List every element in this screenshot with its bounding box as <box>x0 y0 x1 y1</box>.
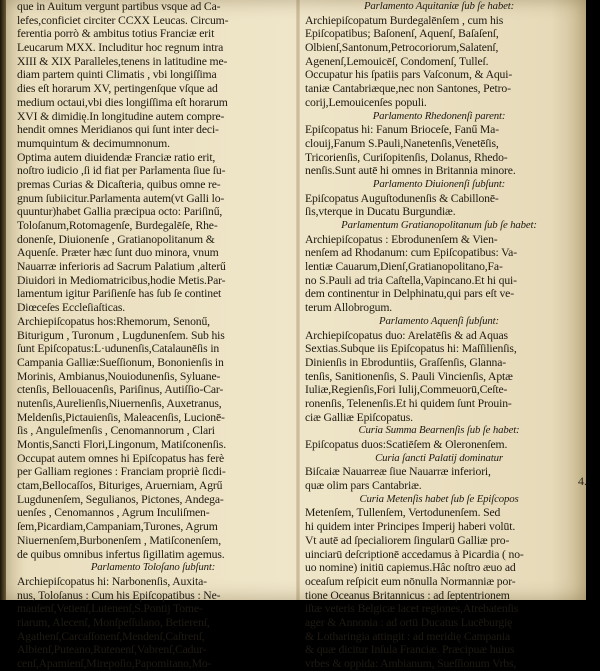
text-line: & quæ dicitur Inſula Franciæ. Præcipuæ huius <box>305 643 515 657</box>
text-line: nenſis.Sunt autē hi omnes in Britannia minore. <box>305 164 516 178</box>
section-heading: Curia Metenſis habet ſub ſe Epiſcopos <box>359 492 519 505</box>
text-line: ctenſis, Bellouacenſis, Pariſinus, Autiſſio-Car- <box>17 383 224 397</box>
text-line: medium octaui,vbi dies longiſſima eſt horarum <box>17 95 228 109</box>
section-heading: Parlamento Diuionenſi ſubſunt: <box>372 177 506 190</box>
text-line: terum Allobrogum. <box>305 301 393 315</box>
text-line: nutenſis,Aurelienſis,Niuernenſis, Auxetranus, <box>17 396 222 410</box>
text-line: Agathenſ,Carcaſſonenſ,Mendenſ,Caſtrenſ, <box>17 629 205 643</box>
text-line: Biturigum , Turonum , Lugdunenſem. Sub his <box>17 328 225 342</box>
section-heading: Curia ſancti Palatij dominatur <box>375 451 503 464</box>
text-line: Aquenſe. Præter hæc ſunt duo minora, vnum <box>17 246 219 260</box>
section-heading: Parlamento Toloſano ſubſunt: <box>90 561 216 574</box>
text-line: & Lotharingia attingit : ad meridię Campania <box>305 629 511 643</box>
text-line: lentiæ Cauarum,Dienſ,Gratianopolitano,Fa- <box>305 260 503 274</box>
text-line: ronenſis, Telenenſis.Et hi quidem ſunt Prouin- <box>305 396 512 410</box>
text-line: diam partem quinti Climatis , vbi longiſſima <box>17 68 217 82</box>
text-line: Archiepiſcopatum Burdegalēnſem , cum his <box>305 13 504 27</box>
text-line: XIII & XIX Paralleles,tenens in latitudine me- <box>17 54 228 68</box>
text-line: ſunt Epiſcopatus:L·udunenſis,Catalaunēſis in <box>17 342 220 356</box>
text-line: Leucarum MXX. Includitur hoc regnum intra <box>17 41 224 55</box>
text-line: Optima autem diuidendæ Franciæ ratio erit, <box>17 150 216 164</box>
left-column <box>17 0 289 670</box>
text-line: no S.Pauli ad tria Caſtella,Vapincano.Et hi qui- <box>305 273 517 287</box>
text-line: Dinienſis in Ebroduntiis, Graſſenſis, Glanna- <box>305 355 506 369</box>
text-line: Sextias.Subque iis Epiſcopatus hi: Maſſilienſis, <box>305 342 517 356</box>
text-line: gnum ſubiicitur.Parlamenta autem(vt Galli lo- <box>17 191 225 205</box>
section-heading: Parlamento Aquenſi ſubſunt: <box>379 314 499 327</box>
text-line: Nauarræ inferioris ad Sacrum Palatium ,alterű <box>17 260 226 274</box>
text-line: ferentia porrò & ambitus totius Franciæ erit <box>17 27 215 41</box>
text-line: dem continentur in Delphinatu,qui pars eſt ve- <box>305 287 514 301</box>
text-line: clouij,Fanum S.Pauli,Nanetenſis,Venetēſis, <box>305 136 499 150</box>
text-line: cenſ,Apamienſ,Mirepoſio,Papomitano,Mo- <box>17 657 212 670</box>
text-line: premas Curias & Dicaſteria, quibus omne re- <box>17 177 221 191</box>
text-line: ciæ Galliæ Epiſcopatus. <box>305 410 413 424</box>
text-line: Campania Galliæ:Sueſſionum, Bononienſis in <box>17 355 224 369</box>
text-line: Biſcaiæ Nauarreæ ſiue Nauarræ inferiori, <box>305 465 491 479</box>
text-line: quæ olim pars Cantabriæ. <box>305 479 422 493</box>
text-line: ager & Annonia : ad ortū Ducatus Lucēburgię <box>305 615 513 629</box>
text-line: Morinis, Ambianus,Nouiodunenſis, Syluane- <box>17 369 221 383</box>
text-line: Archiepiſcopatus hi: Narbonenſis, Auxita- <box>17 574 207 588</box>
text-line: nenſem ad Rhodanum: cum Epiſcopatibus: Va- <box>305 246 517 260</box>
right-column <box>305 0 573 670</box>
text-line: Diuidori in Mediomatricibus,hodie Metis.Par- <box>17 273 226 287</box>
text-line: Epiſcopatus Auguſtodunenſis & Cabillonē- <box>305 191 499 205</box>
section-heading: Curia Summa Bearnenſis ſub ſe habet: <box>358 424 520 437</box>
text-line: hi quidem inter Principes Imperij haberi volūt. <box>305 520 516 534</box>
text-line: noſtro iudicio ,ſi id fiat per Parlamenta ſiue ſu- <box>17 164 226 178</box>
text-line: Olbienſ,Santonum,Petrocoriorum,Salatenſ, <box>305 41 499 55</box>
text-line: XVI & dimidię.In longitudine autem compre- <box>17 109 225 123</box>
text-line: Diœceſes Eccleſiaſticas. <box>17 301 126 315</box>
text-line: lamentum igitur Pariſienſe has ſub ſe continet <box>17 287 222 301</box>
text-line: ctam,Bellocaſſos, Bituriges, Aruerniam, Agrű <box>17 479 223 493</box>
text-line: riarum, Alecenſ, Monſpeſſulano, Betierenſ, <box>17 615 210 629</box>
text-line: Meldenſis,Pictauienſis, Maleacenſis, Lucionē- <box>17 410 225 424</box>
text-line: ſem,Picardiam,Campaniam,Turones, Agrum <box>17 520 218 534</box>
text-line: ſis,vterque in Ducatu Burgundiæ. <box>305 205 456 219</box>
binding-shadow <box>0 0 6 600</box>
text-line: mumquintum & decimumnonum. <box>17 136 170 150</box>
text-line: Vt autē ad ſpecialiorem ſingularū Galliæ pro- <box>305 533 510 547</box>
text-line: tenſis, Sanitionenſis, S. Pauli Vincienſis, Aptæ <box>305 369 513 383</box>
text-line: Archiepiſcopatus duo: Arelatēſis & ad Aquas <box>305 328 508 342</box>
text-line: Tricorienſis, Curiſopitenſis, Dolanus, Rhedo- <box>305 150 508 164</box>
text-line: Archiepiſcopatus : Ebrodunenſem & Vien- <box>305 232 498 246</box>
text-line: iſtæ veteris Belgicæ lacet regiones,Atrebatenſis <box>305 602 519 616</box>
margin-note: 4. <box>578 474 587 488</box>
text-line: oceaſum reſpicit eum nōnulla Normanniæ por- <box>305 574 516 588</box>
text-line: tione Oceanus Britannicus : ad ſeptentrionem <box>305 588 510 602</box>
text-line: que in Auitum vergunt partibus vsque ad Ca- <box>17 0 221 13</box>
text-line: Metenſem, Tullenſem, Vertodunenſem. Sed <box>305 506 501 520</box>
text-line: uenſes , Cenomannos , Agrum Inculiſmen- <box>17 506 210 520</box>
text-line: lefes,conficiet circiter CCXX Leucas. Circum- <box>17 13 229 27</box>
text-line: per Galliam regiones : Franciam propriè ſicdi- <box>17 465 226 479</box>
text-line: Epiſcopatus duos:Scatiēſem & Oleronenſem. <box>305 438 508 451</box>
text-line: de quibus omnibus infertus ſigillatim agemus. <box>17 547 225 561</box>
text-line: Epiſcopatus hi: Fanum Brioceſe, Fanű Ma- <box>305 123 499 137</box>
text-line: donenſe, Diuionenſe , Gratianopolitanum & <box>17 232 215 246</box>
text-line: Occupat autem omnes hi Epiſcopatus has ferè <box>17 451 225 465</box>
section-heading: Parlamento Aquitaniæ ſub ſe habet: <box>363 0 515 12</box>
column-gutter <box>296 0 300 600</box>
text-line: Albienſ,Puteano,Rutenenſ,Vabrenſ,Cadur- <box>17 643 207 657</box>
text-line: quuntur)habet Gallia præcipua octo: Pariſinű, <box>17 205 223 219</box>
section-heading: Parlamentum Gratianopolitanum ſub ſe habet: <box>341 219 537 231</box>
text-line: taniæ Cantabriæque,nec non Santones, Petro- <box>305 82 511 96</box>
text-line: dies eſt horarum XV, pertingenſque vſque ad <box>17 82 218 96</box>
text-line: ſis , Anguleſmenſis , Cenomannorum , Clari <box>17 424 215 438</box>
text-line: vrbes & oppida: Ambianum, Sueſſionum Vrbs, <box>305 657 517 670</box>
text-line: Archiepiſcopatus hos:Rhemorum, Senonű, <box>17 314 210 328</box>
text-line: Montis,Sancti Flori,Lingonum, Matiſconenſis. <box>17 438 226 451</box>
text-line: Occupatur his ſpatiis pars Vaſconum, & Aqui- <box>305 68 513 82</box>
section-heading: Parlamento Rhedonenſi parent: <box>372 109 506 122</box>
text-line: Iuliæ,Regienſis,Fori Iulij,Commeuorū,Ceſte- <box>305 383 508 397</box>
text-line: Niuernenſem,Burbonenſem , Matiſconenſem, <box>17 533 221 547</box>
text-line: Toloſanum,Rotomagenſe, Burdegalēſe, Rhe- <box>17 219 218 232</box>
text-line: uinciarū deſcriptionē accedamus à Picardia ( no- <box>305 547 524 561</box>
text-line: Lugdunenſem, Segulianos, Pictones, Andega- <box>17 492 224 506</box>
text-line: mauſenſ,Vetienſ,Lutenenſ,S.Pontij Tome- <box>17 602 203 616</box>
text-line: Epiſcopatibus; Baſonenſ, Aquenſ, Baſaſenſ, <box>305 27 499 41</box>
text-line: uo nomine) initiū capiemus.Hâc noſtro æuo ad <box>305 561 516 575</box>
text-line: nus, Toloſanus : Cum his Epiſcopatibus : Ne- <box>17 588 221 602</box>
text-line: Agenenſ,Lemouicēſ, Condomenſ, Tulleſ. <box>305 54 489 68</box>
text-line: corij,Lemouicenſes populi. <box>305 95 427 109</box>
text-line: hendit omnes Meridianos qui ſunt inter deci- <box>17 123 219 137</box>
